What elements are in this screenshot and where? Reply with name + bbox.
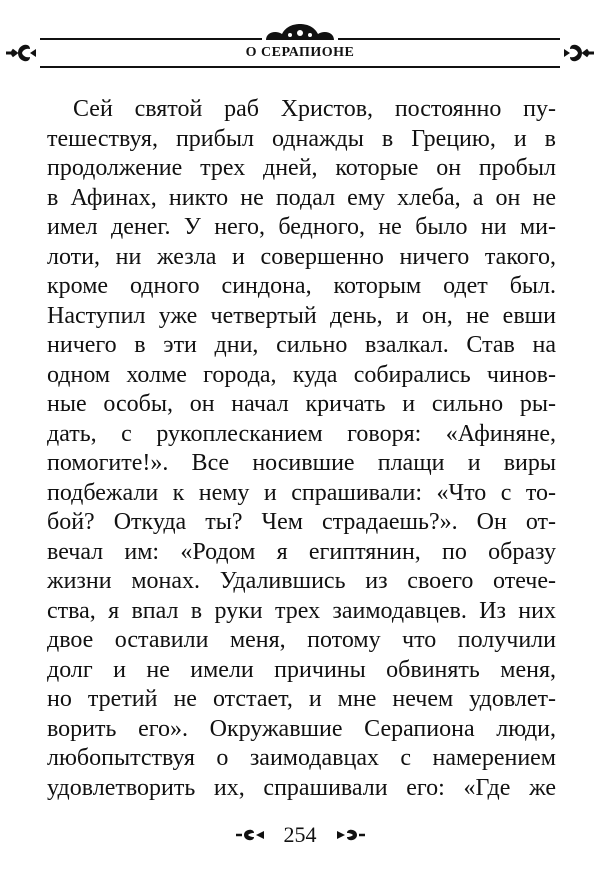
chapter-title: О СЕРАПИОНЕ: [245, 45, 355, 60]
text-line: вечал им: «Родом я египтянин, по образу: [47, 538, 556, 565]
text-line: Наступил уже четвертый день, и он, не евши: [47, 302, 556, 329]
crown-ornament-icon: [262, 22, 338, 42]
text-line: тешествуя, прибыл однажды в Грецию, и в: [47, 125, 556, 152]
text-line: удовлетворить их, спрашивали его: «Где же: [47, 774, 556, 801]
text-line: Сей святой раб Христов, постоянно пу-: [73, 96, 556, 122]
header-bottom-rule: [40, 66, 560, 68]
text-line: но третий не отстает, и мне нечем удовлет-: [47, 686, 556, 712]
text-line: кроме одного синдона, которым одет был.: [47, 273, 556, 299]
text-line: продолжение трех дней, которые он пробыл: [47, 155, 556, 181]
text-line: одном холме города, куда собирались чинов-: [47, 361, 556, 388]
left-footer-ornament-icon: [234, 827, 266, 843]
text-line: в Афинах, никто не подал ему хлеба, а он не: [47, 184, 556, 211]
text-line: ничего в эти дни, сильно взалкал. Став на: [47, 332, 556, 358]
page-number: 254: [283, 822, 317, 847]
running-header: [0, 28, 600, 88]
body-text: [47, 95, 556, 803]
page-footer: [0, 822, 600, 854]
text-line: ворить его». Окружавшие Серапиона люди,: [47, 715, 556, 742]
text-line: двое оставили меня, потому что получили: [47, 627, 556, 653]
text-line: любопытствуя о заимодавцах с намерением: [47, 745, 556, 771]
text-line: помогите!». Все носившие плащи и виры: [47, 450, 556, 476]
text-line: жизни монах. Удалившись из своего отече-: [47, 568, 556, 594]
right-footer-ornament-icon: [335, 827, 367, 843]
text-line: лоти, ни жезла и совершенно ничего такого,: [47, 243, 556, 270]
text-line: ные особы, он начал кричать и сильно ры-: [47, 391, 556, 417]
text-line: дать, с рукоплесканием говоря: «Афиняне,: [47, 420, 556, 447]
text-line: имел денег. У него, бедного, не было ни ми-: [47, 214, 556, 240]
text-line: долг и не имели причины обвинять меня,: [47, 656, 556, 683]
text-line: бой? Откуда ты? Чем страдаешь?». Он от-: [47, 509, 556, 535]
text-line: подбежали к нему и спрашивали: «Что с то-: [47, 479, 556, 506]
text-line: ства, я впал в руки трех заимодавцев. Из них: [47, 597, 556, 624]
